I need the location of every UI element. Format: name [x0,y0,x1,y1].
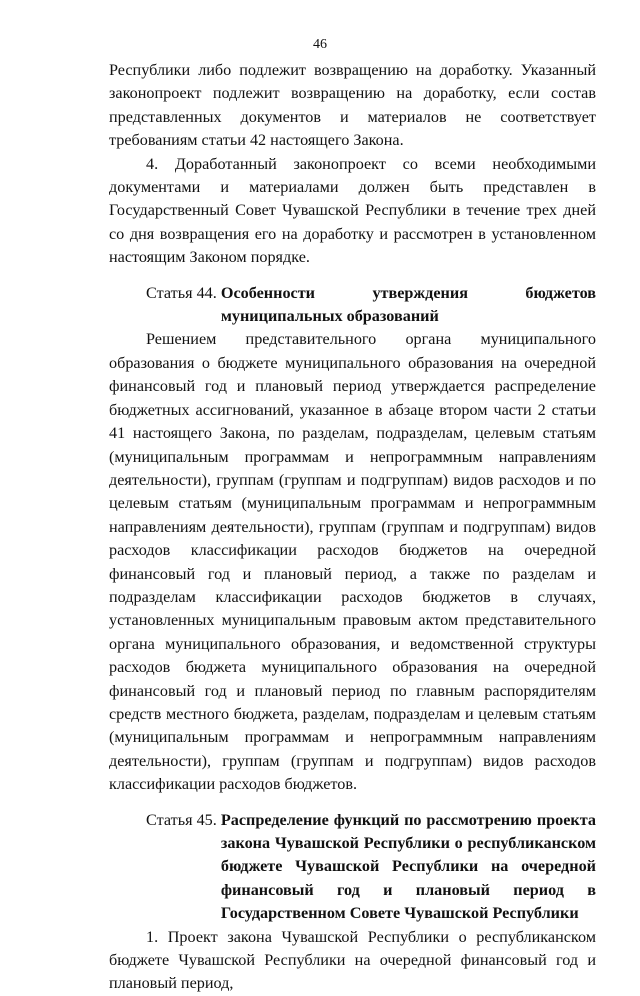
article-44-label: Статья 44. [146,283,221,302]
article-45-body: 1. Проект закона Чувашской Республики о республиканском бюджете Чувашской Республики на очередной финансовый год и плановый период, [109,927,596,993]
article-44-body: Решением представительного органа муниципального образования о бюджете муниципального образования на очередной финансовый год и плановый период утверждается распределение бюджетных ассигнований, указанное в абзаце втором части 2 статьи 41 настоящего Закона, по разделам, подразделам, целевым статьям (муниципальным программам и непрограммным направлениям деятельности), группам (группам и подгруппам) видов расходов и по целевым статьям (муниципальным программам и непрограммным направлениям деятельности), группам (группам и подгруппам) видов расходов классификации расходов бюджетов на очередной финансовый год и плановый период, а также по разделам и подразделам классификации расходов бюджетов в случаях, установленных муниципальным правовым актом представительного органа муниципального образования, и ведомственной структуры расходов бюджета муниципального образования на очередной финансовый год и плановый период по главным распорядителям средств местного бюджета, разделам, подразделам и целевым статьям (муниципальным программам и непрограммным направлениям деятельности), группам (группам и подгруппам) видов расходов классификации расходов бюджетов. [109,330,596,794]
article-45-title: Распределение функций по рассмотрению проекта закона Чувашской Республики о республиканском бюджете Чувашской Республики на очередной финансовый год и плановый период в Государственном Совете Чувашской Республики [220,810,596,923]
page-content [109,59,596,996]
article-45-heading [109,809,596,926]
article-44-heading [109,282,596,329]
page-number: 46 [313,37,327,52]
article-45-label: Статья 45. [146,810,221,829]
article-44-title: Особенности утверждения бюджетов муниципальных образований [220,283,596,326]
paragraph-4: 4. Доработанный законопроект со всеми необходимыми документами и материалами должен быть представлен в Государственный Совет Чувашской Республики в течение трех дней со дня возвращения его на доработку и рассмотрен в установленном настоящим Законом порядке. [109,154,596,267]
paragraph-continued: Республики либо подлежит возвращению на доработку. Указанный законопроект подлежит возвращению на доработку, если состав представленных документов и материалов не соответствует требованиям статьи 42 настоящего Закона. [109,61,596,150]
